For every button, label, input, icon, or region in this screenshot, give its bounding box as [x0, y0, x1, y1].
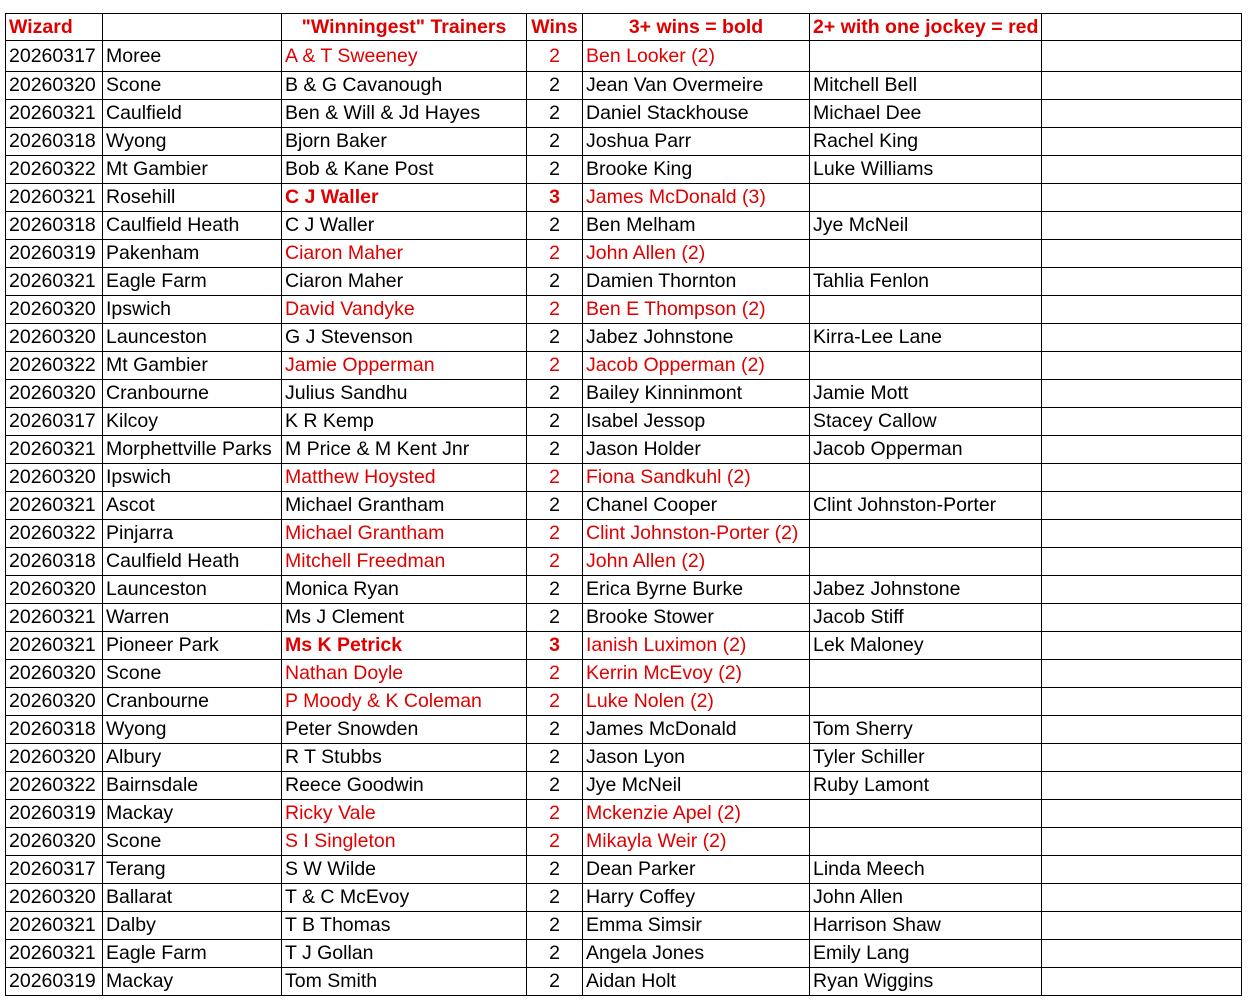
trainers-table	[5, 13, 1242, 996]
cell-date[interactable]: 20260320	[6, 744, 103, 772]
cell-trainer[interactable]: Julius Sandhu	[282, 380, 527, 408]
cell-empty[interactable]	[1042, 212, 1242, 240]
table-row	[6, 884, 1242, 912]
cell-track[interactable]: Scone	[103, 828, 282, 856]
cell-track[interactable]: Cranbourne	[103, 688, 282, 716]
table-row	[6, 184, 1242, 212]
cell-date[interactable]: 20260320	[6, 324, 103, 352]
cell-empty[interactable]	[1042, 296, 1242, 324]
cell-empty[interactable]	[1042, 632, 1242, 660]
cell-track[interactable]: Scone	[103, 72, 282, 100]
cell-trainer[interactable]: Jamie Opperman	[282, 352, 527, 380]
cell-wins[interactable]: 2	[527, 212, 583, 240]
cell-empty[interactable]	[1042, 856, 1242, 884]
cell-jockey2[interactable]: Luke Williams	[810, 156, 1042, 184]
table-row	[6, 352, 1242, 380]
cell-track[interactable]: Ipswich	[103, 296, 282, 324]
cell-wins[interactable]: 2	[527, 72, 583, 100]
cell-trainer[interactable]: C J Waller	[282, 184, 527, 212]
cell-track[interactable]: Morphettville Parks	[103, 436, 282, 464]
table-row	[6, 800, 1242, 828]
cell-trainer[interactable]: David Vandyke	[282, 296, 527, 324]
cell-wins[interactable]: 2	[527, 324, 583, 352]
cell-trainer[interactable]: T J Gollan	[282, 940, 527, 968]
cell-trainer[interactable]: A & T Sweeney	[282, 41, 527, 72]
cell-date[interactable]: 20260321	[6, 632, 103, 660]
cell-wins[interactable]: 3	[527, 184, 583, 212]
cell-track[interactable]: Caulfield	[103, 100, 282, 128]
table-row	[6, 828, 1242, 856]
cell-track[interactable]: Eagle Farm	[103, 940, 282, 968]
cell-jockey1[interactable]: Fiona Sandkuhl (2)	[583, 464, 810, 492]
cell-empty[interactable]	[1042, 716, 1242, 744]
cell-date[interactable]: 20260321	[6, 100, 103, 128]
cell-track[interactable]: Ascot	[103, 492, 282, 520]
cell-wins[interactable]: 2	[527, 156, 583, 184]
cell-wins[interactable]: 2	[527, 464, 583, 492]
cell-track[interactable]: Mackay	[103, 800, 282, 828]
table-row	[6, 492, 1242, 520]
cell-jockey1[interactable]: Aidan Holt	[583, 968, 810, 996]
cell-jockey2[interactable]: Harrison Shaw	[810, 912, 1042, 940]
cell-jockey1[interactable]: John Allen (2)	[583, 548, 810, 576]
cell-jockey1[interactable]: Emma Simsir	[583, 912, 810, 940]
cell-empty[interactable]	[1042, 576, 1242, 604]
cell-date[interactable]: 20260317	[6, 856, 103, 884]
table-row	[6, 41, 1242, 72]
cell-empty[interactable]	[1042, 436, 1242, 464]
table-row	[6, 72, 1242, 100]
table-row	[6, 212, 1242, 240]
cell-empty[interactable]	[1042, 408, 1242, 436]
cell-empty[interactable]	[1042, 548, 1242, 576]
cell-empty[interactable]	[1042, 72, 1242, 100]
cell-track[interactable]: Mackay	[103, 968, 282, 996]
cell-wins[interactable]: 2	[527, 296, 583, 324]
cell-empty[interactable]	[1042, 128, 1242, 156]
cell-trainer[interactable]: Peter Snowden	[282, 716, 527, 744]
cell-jockey1[interactable]: Ben Looker (2)	[583, 41, 810, 72]
cell-jockey1[interactable]: Brooke Stower	[583, 604, 810, 632]
cell-jockey2[interactable]: Tahlia Fenlon	[810, 268, 1042, 296]
cell-empty[interactable]	[1042, 604, 1242, 632]
cell-jockey1[interactable]: Joshua Parr	[583, 128, 810, 156]
cell-date[interactable]: 20260318	[6, 212, 103, 240]
cell-jockey1[interactable]: Dean Parker	[583, 856, 810, 884]
cell-trainer[interactable]: Michael Grantham	[282, 492, 527, 520]
cell-trainer[interactable]: Matthew Hoysted	[282, 464, 527, 492]
cell-empty[interactable]	[1042, 380, 1242, 408]
cell-trainer[interactable]: Michael Grantham	[282, 520, 527, 548]
cell-jockey1[interactable]: Angela Jones	[583, 940, 810, 968]
cell-jockey2[interactable]	[810, 296, 1042, 324]
cell-wins[interactable]: 3	[527, 632, 583, 660]
cell-trainer[interactable]: K R Kemp	[282, 408, 527, 436]
cell-jockey2[interactable]: Lek Maloney	[810, 632, 1042, 660]
cell-jockey2[interactable]: Mitchell Bell	[810, 72, 1042, 100]
cell-date[interactable]: 20260321	[6, 492, 103, 520]
cell-empty[interactable]	[1042, 100, 1242, 128]
cell-empty[interactable]	[1042, 156, 1242, 184]
table-row	[6, 156, 1242, 184]
cell-jockey2[interactable]	[810, 520, 1042, 548]
cell-date[interactable]: 20260320	[6, 688, 103, 716]
cell-date[interactable]: 20260321	[6, 912, 103, 940]
cell-trainer[interactable]: P Moody & K Coleman	[282, 688, 527, 716]
table-row	[6, 128, 1242, 156]
cell-trainer[interactable]: C J Waller	[282, 212, 527, 240]
cell-track[interactable]: Mt Gambier	[103, 156, 282, 184]
cell-empty[interactable]	[1042, 352, 1242, 380]
cell-wins[interactable]: 2	[527, 41, 583, 72]
cell-trainer[interactable]: Tom Smith	[282, 968, 527, 996]
cell-trainer[interactable]: G J Stevenson	[282, 324, 527, 352]
cell-jockey2[interactable]	[810, 660, 1042, 688]
cell-date[interactable]: 20260318	[6, 716, 103, 744]
cell-empty[interactable]	[1042, 744, 1242, 772]
cell-wins[interactable]: 2	[527, 100, 583, 128]
cell-wins[interactable]: 2	[527, 408, 583, 436]
cell-wins[interactable]: 2	[527, 800, 583, 828]
cell-track[interactable]: Launceston	[103, 324, 282, 352]
cell-jockey1[interactable]: Ianish Luximon (2)	[583, 632, 810, 660]
cell-date[interactable]: 20260318	[6, 128, 103, 156]
header-empty[interactable]	[1042, 14, 1242, 41]
cell-wins[interactable]: 2	[527, 716, 583, 744]
cell-jockey2[interactable]: Ruby Lamont	[810, 772, 1042, 800]
cell-jockey1[interactable]: Damien Thornton	[583, 268, 810, 296]
cell-date[interactable]: 20260320	[6, 828, 103, 856]
cell-date[interactable]: 20260322	[6, 156, 103, 184]
cell-jockey1[interactable]: Jacob Opperman (2)	[583, 352, 810, 380]
cell-jockey1[interactable]: Bailey Kinninmont	[583, 380, 810, 408]
cell-date[interactable]: 20260322	[6, 352, 103, 380]
header-row	[6, 14, 1242, 41]
cell-trainer[interactable]: Ms K Petrick	[282, 632, 527, 660]
header-date[interactable]: Wizard	[6, 14, 103, 41]
cell-jockey1[interactable]: John Allen (2)	[583, 240, 810, 268]
cell-date[interactable]: 20260320	[6, 576, 103, 604]
cell-track[interactable]: Albury	[103, 744, 282, 772]
cell-jockey2[interactable]: Jabez Johnstone	[810, 576, 1042, 604]
cell-jockey2[interactable]: Stacey Callow	[810, 408, 1042, 436]
table-row	[6, 520, 1242, 548]
cell-jockey1[interactable]: Jean Van Overmeire	[583, 72, 810, 100]
cell-wins[interactable]: 2	[527, 492, 583, 520]
cell-date[interactable]: 20260322	[6, 520, 103, 548]
cell-empty[interactable]	[1042, 660, 1242, 688]
cell-empty[interactable]	[1042, 912, 1242, 940]
cell-track[interactable]: Pinjarra	[103, 520, 282, 548]
cell-track[interactable]: Ipswich	[103, 464, 282, 492]
cell-jockey1[interactable]: Jabez Johnstone	[583, 324, 810, 352]
cell-empty[interactable]	[1042, 828, 1242, 856]
table-row	[6, 744, 1242, 772]
table-row	[6, 632, 1242, 660]
cell-jockey1[interactable]: Erica Byrne Burke	[583, 576, 810, 604]
cell-wins[interactable]: 2	[527, 912, 583, 940]
cell-jockey1[interactable]: Luke Nolen (2)	[583, 688, 810, 716]
table-row	[6, 100, 1242, 128]
cell-trainer[interactable]: Ciaron Maher	[282, 268, 527, 296]
cell-track[interactable]: Pioneer Park	[103, 632, 282, 660]
cell-jockey2[interactable]: Jacob Opperman	[810, 436, 1042, 464]
cell-wins[interactable]: 2	[527, 436, 583, 464]
cell-trainer[interactable]: B & G Cavanough	[282, 72, 527, 100]
cell-jockey2[interactable]: Jye McNeil	[810, 212, 1042, 240]
cell-track[interactable]: Cranbourne	[103, 380, 282, 408]
cell-jockey2[interactable]: Michael Dee	[810, 100, 1042, 128]
cell-jockey2[interactable]: Emily Lang	[810, 940, 1042, 968]
cell-empty[interactable]	[1042, 464, 1242, 492]
header-wins[interactable]: Wins	[527, 14, 583, 41]
cell-track[interactable]: Ballarat	[103, 884, 282, 912]
cell-jockey2[interactable]: Linda Meech	[810, 856, 1042, 884]
cell-track[interactable]: Launceston	[103, 576, 282, 604]
cell-empty[interactable]	[1042, 968, 1242, 996]
table-row	[6, 268, 1242, 296]
cell-jockey1[interactable]: Jason Holder	[583, 436, 810, 464]
cell-jockey1[interactable]: Jye McNeil	[583, 772, 810, 800]
cell-trainer[interactable]: Ciaron Maher	[282, 240, 527, 268]
cell-wins[interactable]: 2	[527, 352, 583, 380]
cell-wins[interactable]: 2	[527, 884, 583, 912]
cell-empty[interactable]	[1042, 240, 1242, 268]
cell-date[interactable]: 20260321	[6, 940, 103, 968]
cell-trainer[interactable]: Monica Ryan	[282, 576, 527, 604]
table-row	[6, 604, 1242, 632]
cell-track[interactable]: Caulfield Heath	[103, 548, 282, 576]
table-row	[6, 576, 1242, 604]
cell-date[interactable]: 20260318	[6, 548, 103, 576]
header-jockey1[interactable]: 3+ wins = bold	[583, 14, 810, 41]
cell-date[interactable]: 20260317	[6, 41, 103, 72]
cell-track[interactable]: Bairnsdale	[103, 772, 282, 800]
cell-trainer[interactable]: Bjorn Baker	[282, 128, 527, 156]
cell-track[interactable]: Kilcoy	[103, 408, 282, 436]
cell-track[interactable]: Rosehill	[103, 184, 282, 212]
cell-date[interactable]: 20260322	[6, 772, 103, 800]
cell-trainer[interactable]: Reece Goodwin	[282, 772, 527, 800]
table-row	[6, 296, 1242, 324]
cell-date[interactable]: 20260319	[6, 800, 103, 828]
header-track[interactable]	[103, 14, 282, 41]
cell-date[interactable]: 20260321	[6, 268, 103, 296]
cell-trainer[interactable]: R T Stubbs	[282, 744, 527, 772]
table-row	[6, 436, 1242, 464]
cell-jockey2[interactable]	[810, 352, 1042, 380]
cell-track[interactable]: Eagle Farm	[103, 268, 282, 296]
cell-track[interactable]: Dalby	[103, 912, 282, 940]
cell-jockey1[interactable]: Mikayla Weir (2)	[583, 828, 810, 856]
cell-wins[interactable]: 2	[527, 772, 583, 800]
cell-empty[interactable]	[1042, 268, 1242, 296]
cell-date[interactable]: 20260319	[6, 240, 103, 268]
table-row	[6, 324, 1242, 352]
cell-track[interactable]: Terang	[103, 856, 282, 884]
cell-jockey2[interactable]: Tyler Schiller	[810, 744, 1042, 772]
header-trainer[interactable]: "Winningest" Trainers	[282, 14, 527, 41]
cell-empty[interactable]	[1042, 940, 1242, 968]
header-jockey2[interactable]: 2+ with one jockey = red	[810, 14, 1042, 41]
table-row	[6, 240, 1242, 268]
cell-date[interactable]: 20260320	[6, 464, 103, 492]
table-row	[6, 968, 1242, 996]
cell-track[interactable]: Wyong	[103, 716, 282, 744]
cell-jockey1[interactable]: Daniel Stackhouse	[583, 100, 810, 128]
cell-empty[interactable]	[1042, 800, 1242, 828]
cell-wins[interactable]: 2	[527, 240, 583, 268]
cell-trainer[interactable]: Ben & Will & Jd Hayes	[282, 100, 527, 128]
cell-wins[interactable]: 2	[527, 744, 583, 772]
table-row	[6, 772, 1242, 800]
cell-wins[interactable]: 2	[527, 940, 583, 968]
cell-date[interactable]: 20260321	[6, 604, 103, 632]
cell-jockey1[interactable]: Ben E Thompson (2)	[583, 296, 810, 324]
table-body	[6, 41, 1242, 996]
cell-jockey2[interactable]: Rachel King	[810, 128, 1042, 156]
cell-wins[interactable]: 2	[527, 380, 583, 408]
cell-date[interactable]: 20260320	[6, 380, 103, 408]
cell-jockey2[interactable]	[810, 464, 1042, 492]
cell-jockey2[interactable]	[810, 184, 1042, 212]
cell-jockey2[interactable]: Kirra-Lee Lane	[810, 324, 1042, 352]
cell-date[interactable]: 20260321	[6, 436, 103, 464]
table-row	[6, 716, 1242, 744]
cell-date[interactable]: 20260317	[6, 408, 103, 436]
cell-wins[interactable]: 2	[527, 128, 583, 156]
cell-jockey2[interactable]: Clint Johnston-Porter	[810, 492, 1042, 520]
cell-jockey1[interactable]: Mckenzie Apel (2)	[583, 800, 810, 828]
cell-empty[interactable]	[1042, 492, 1242, 520]
cell-date[interactable]: 20260320	[6, 296, 103, 324]
cell-trainer[interactable]: Ricky Vale	[282, 800, 527, 828]
cell-jockey1[interactable]: Harry Coffey	[583, 884, 810, 912]
cell-track[interactable]: Moree	[103, 41, 282, 72]
cell-trainer[interactable]: Ms J Clement	[282, 604, 527, 632]
cell-trainer[interactable]: S I Singleton	[282, 828, 527, 856]
cell-jockey2[interactable]	[810, 828, 1042, 856]
cell-wins[interactable]: 2	[527, 660, 583, 688]
table-row	[6, 856, 1242, 884]
cell-date[interactable]: 20260321	[6, 184, 103, 212]
cell-jockey2[interactable]: Ryan Wiggins	[810, 968, 1042, 996]
cell-jockey1[interactable]: Isabel Jessop	[583, 408, 810, 436]
cell-wins[interactable]: 2	[527, 604, 583, 632]
cell-date[interactable]: 20260320	[6, 884, 103, 912]
cell-wins[interactable]: 2	[527, 268, 583, 296]
cell-track[interactable]: Warren	[103, 604, 282, 632]
cell-empty[interactable]	[1042, 688, 1242, 716]
cell-wins[interactable]: 2	[527, 548, 583, 576]
cell-jockey1[interactable]: Brooke King	[583, 156, 810, 184]
table-row	[6, 940, 1242, 968]
cell-jockey1[interactable]: Chanel Cooper	[583, 492, 810, 520]
cell-date[interactable]: 20260320	[6, 660, 103, 688]
cell-jockey1[interactable]: James McDonald (3)	[583, 184, 810, 212]
cell-trainer[interactable]: Mitchell Freedman	[282, 548, 527, 576]
cell-empty[interactable]	[1042, 41, 1242, 72]
cell-jockey2[interactable]: Jamie Mott	[810, 380, 1042, 408]
cell-track[interactable]: Mt Gambier	[103, 352, 282, 380]
cell-jockey1[interactable]: Ben Melham	[583, 212, 810, 240]
cell-jockey2[interactable]: Jacob Stiff	[810, 604, 1042, 632]
cell-track[interactable]: Caulfield Heath	[103, 212, 282, 240]
cell-trainer[interactable]: Bob & Kane Post	[282, 156, 527, 184]
cell-jockey2[interactable]	[810, 800, 1042, 828]
cell-jockey1[interactable]: Kerrin McEvoy (2)	[583, 660, 810, 688]
cell-track[interactable]: Scone	[103, 660, 282, 688]
cell-date[interactable]: 20260320	[6, 72, 103, 100]
cell-date[interactable]: 20260319	[6, 968, 103, 996]
cell-jockey1[interactable]: James McDonald	[583, 716, 810, 744]
cell-wins[interactable]: 2	[527, 828, 583, 856]
cell-trainer[interactable]: T B Thomas	[282, 912, 527, 940]
cell-jockey2[interactable]	[810, 41, 1042, 72]
table-row	[6, 380, 1242, 408]
cell-empty[interactable]	[1042, 884, 1242, 912]
table-row	[6, 660, 1242, 688]
cell-wins[interactable]: 2	[527, 576, 583, 604]
table-row	[6, 464, 1242, 492]
cell-trainer[interactable]: T & C McEvoy	[282, 884, 527, 912]
table-row	[6, 912, 1242, 940]
cell-empty[interactable]	[1042, 772, 1242, 800]
cell-trainer[interactable]: Nathan Doyle	[282, 660, 527, 688]
cell-wins[interactable]: 2	[527, 968, 583, 996]
cell-trainer[interactable]: S W Wilde	[282, 856, 527, 884]
cell-track[interactable]: Wyong	[103, 128, 282, 156]
cell-jockey2[interactable]	[810, 240, 1042, 268]
cell-jockey2[interactable]	[810, 548, 1042, 576]
cell-empty[interactable]	[1042, 324, 1242, 352]
cell-jockey2[interactable]	[810, 688, 1042, 716]
cell-wins[interactable]: 2	[527, 856, 583, 884]
table-row	[6, 688, 1242, 716]
cell-trainer[interactable]: M Price & M Kent Jnr	[282, 436, 527, 464]
table-row	[6, 408, 1242, 436]
cell-jockey2[interactable]: Tom Sherry	[810, 716, 1042, 744]
cell-empty[interactable]	[1042, 520, 1242, 548]
cell-wins[interactable]: 2	[527, 520, 583, 548]
cell-jockey1[interactable]: Clint Johnston-Porter (2)	[583, 520, 810, 548]
cell-empty[interactable]	[1042, 184, 1242, 212]
cell-wins[interactable]: 2	[527, 688, 583, 716]
cell-jockey2[interactable]: John Allen	[810, 884, 1042, 912]
cell-track[interactable]: Pakenham	[103, 240, 282, 268]
table-row	[6, 548, 1242, 576]
cell-jockey1[interactable]: Jason Lyon	[583, 744, 810, 772]
